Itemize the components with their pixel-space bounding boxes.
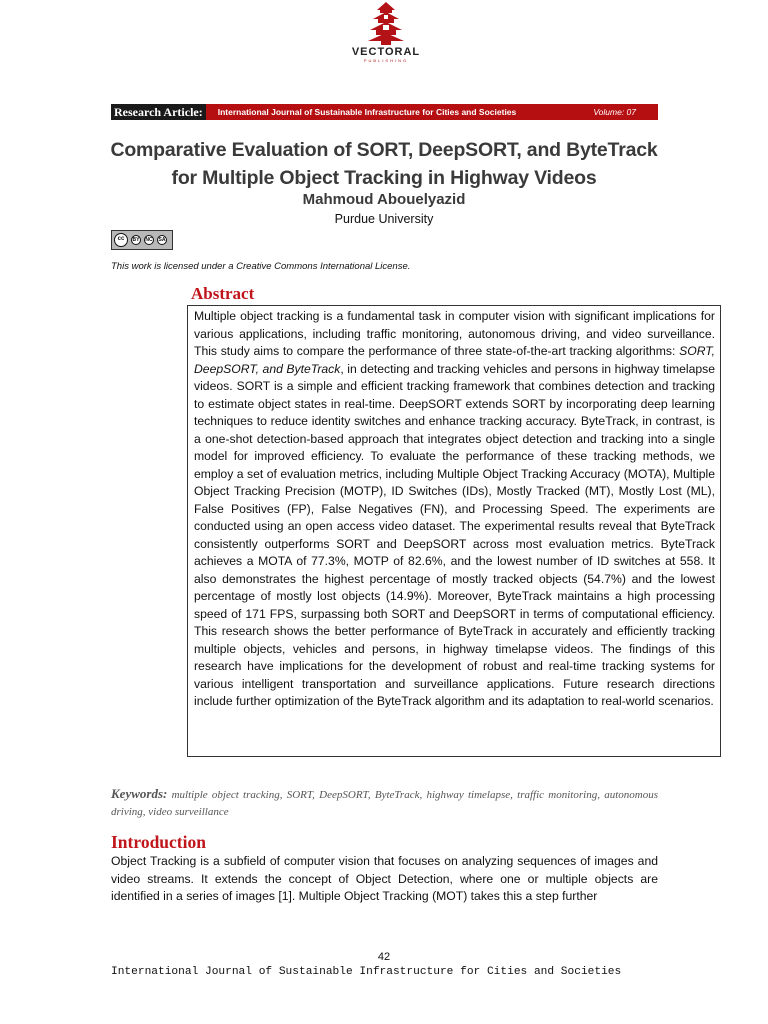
creative-commons-by-nc-sa-badge-icon[interactable] <box>111 230 173 250</box>
license-statement: This work is licensed under a Creative Commons International License. <box>111 261 411 272</box>
author-name: Mahmoud Abouelyazid <box>302 191 466 208</box>
publisher-logo <box>340 0 432 66</box>
article-type-label: Research Article: <box>111 104 206 120</box>
cc-logo-icon: cc <box>114 233 128 247</box>
abstract-text <box>194 308 715 711</box>
publisher-name: VECTORAL <box>351 46 421 58</box>
abstract-text-italic: SORT, DeepSORT, and ByteTrack <box>194 344 715 376</box>
author-affiliation: Purdue University <box>334 212 434 226</box>
cc-nc-icon: NC <box>145 237 153 243</box>
page-number: 42 <box>377 951 391 963</box>
publisher-subtitle: PUBLISHING <box>363 58 409 63</box>
pagoda-logo-icon <box>366 0 406 46</box>
footer-journal-name: International Journal of Sustainable Infrastructure for Cities and Societies <box>111 966 622 978</box>
introduction-text: Object Tracking is a subfield of computer vision that focuses on analyzing sequences of images and video streams. It extends the concept of Object Detection, where one or multiple objects are identified in a series of images [1]. Multiple Object Tracking (MOT) takes this a step further <box>111 854 658 903</box>
abstract-text-part-2: , in detecting and tracking vehicles and persons in highway timelapse videos. SORT is a simple and efficient tracking framework that combines detection and tracking to estimate object states in real-time. DeepSORT extends SORT by incorporating deep learning techniques to reduce identity switches and enhance tracking accuracy. ByteTrack, in contrast, is a one-shot detection-based approach that integrates object detection and tracking into a single model for improved efficiency. To evaluate the performance of these tracking methods, we employ a set of evaluation metrics, including Multiple Object Tracking Accuracy (MOTA), Multiple Object Tracking Precision (MOTP), ID Switches (IDs), Mostly Tracked (MT), Mostly Lost (ML), False Positives (FP), False Negatives (FN), and Processing Speed. The experiments are conducted using an open access video dataset. The experimental results reveal that ByteTrack consistently outperforms SORT and DeepSORT across most evaluation metrics. ByteTrack achieves a MOTA of 77.3%, MOTP of 82.6%, and the lowest number of ID switches at 558. It also demonstrates the highest percentage of mostly tracked objects (54.7%) and the lowest percentage of mostly lost objects (14.9%). Moreover, ByteTrack maintains a high processing speed of 171 FPS, surpassing both SORT and DeepSORT in terms of computational efficiency. This research shows the better performance of ByteTrack in accurately and efficiently tracking multiple objects, vehicles and persons, in highway timelapse videos. The findings of this research have implications for the development of robust and real-time tracking systems for various intelligent transportation and surveillance applications. Future research directions include further optimization of the ByteTrack algorithm and its adaptation to real-world scenarios. <box>194 361 716 708</box>
keywords-list: multiple object tracking, SORT, DeepSORT, ByteTrack, highway timelapse, traffic monitoring, autonomous driving, video surveillance <box>111 789 658 818</box>
article-banner <box>111 104 658 120</box>
abstract-box <box>187 305 721 757</box>
paper-title-line-2: for Multiple Object Tracking in Highway Videos <box>171 167 597 189</box>
abstract-heading: Abstract <box>191 284 255 303</box>
cc-sa-icon: SA <box>158 237 166 243</box>
keywords-label: Keywords: <box>111 786 168 801</box>
banner-volume: Volume: 07 <box>593 107 636 117</box>
abstract-text-part-1: Multiple object tracking is a fundamental task in computer vision with significant implications for various applications, including traffic monitoring, autonomous driving, and video surveillance. This study aims to compare the performance of three state-of-the-art tracking algorithms: <box>194 309 715 358</box>
paper-title-line-1: Comparative Evaluation of SORT, DeepSORT, and ByteTrack <box>110 139 658 161</box>
cc-by-icon: BY <box>132 237 140 243</box>
keywords <box>111 785 658 821</box>
paper-title <box>100 136 668 192</box>
banner-journal-name: International Journal of Sustainable Infrastructure for Cities and Societies <box>217 107 517 117</box>
introduction-heading: Introduction <box>111 832 206 852</box>
